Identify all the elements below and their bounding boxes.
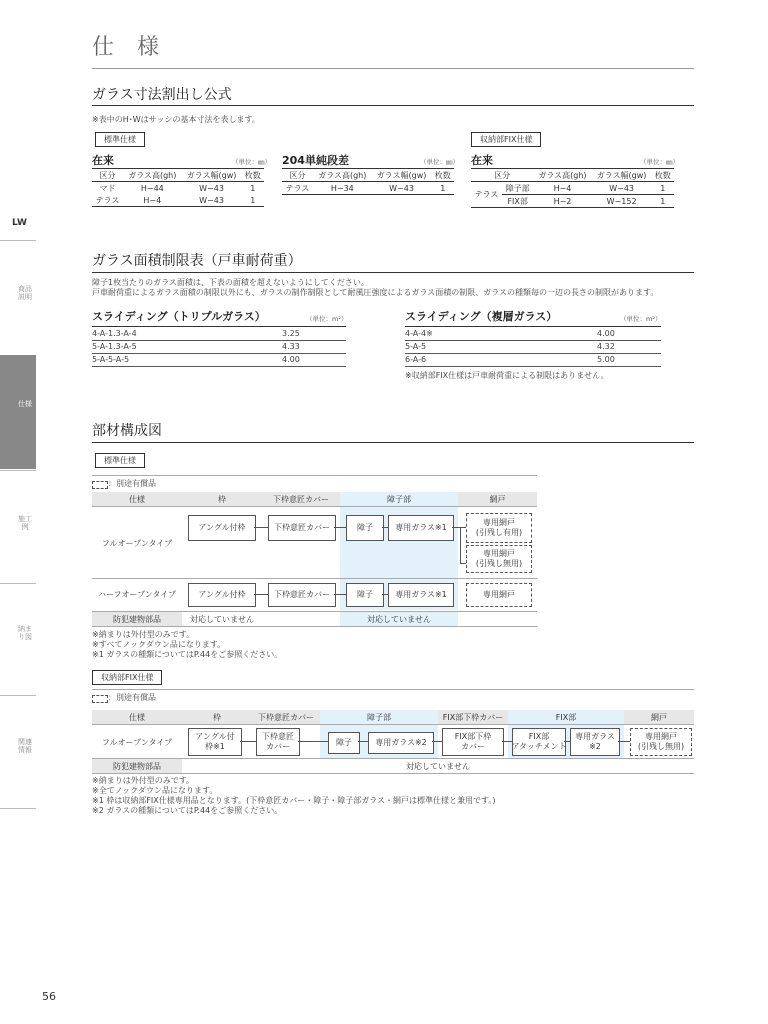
shoji-box: 障子 [346,583,384,607]
connector [358,741,368,742]
col-header: ガラス高(gh) [313,169,371,182]
col-header: 枚数 [432,169,454,182]
section-rule [92,442,694,443]
fix-attachment-box: FIX部 アタッチメント [512,728,566,756]
table-row: 6-A-6 5.00 [405,354,661,367]
fix-frame-box: アングル付 枠※1 [188,728,242,756]
section-components-title: 部材構成図 [92,423,162,439]
table-row: 4-A-4※ 4.00 [405,328,661,341]
row-rule [92,506,537,507]
cell: 1 [652,182,674,195]
side-divider [0,240,36,241]
side-divider [0,695,36,696]
side-nav-item-examples[interactable]: 施工例 [18,515,32,531]
cell: 1 [242,194,264,207]
row-full-open: フルオープンタイプ [101,539,173,548]
std-note-1: ※納まりは外付型のみです。 [92,630,195,639]
table-rule [405,326,661,327]
side-divider [0,583,36,584]
optional-legend-swatch [92,481,108,489]
sill-cover-box: 下枠意匠カバー [268,515,336,541]
std-note-3: ※1 ガラスの種類についてはP.44をご参照ください。 [92,650,283,659]
col-header: 区分 [282,169,313,182]
cell: FIX部 [502,195,533,208]
formula-table-conventional [92,168,264,207]
cell: W−43 [372,182,432,195]
cell: W−43 [592,182,652,195]
fix-glass-box: 専用ガラス ※2 [570,728,620,756]
col-header: ガラス高(gh) [123,169,181,182]
side-divider [0,470,36,471]
table3-title: 在来 [471,154,493,167]
cell: 1 [652,195,674,208]
crime-status: 対応していません [406,762,470,771]
page-title: 仕 様 [92,35,167,60]
angle-frame-box: アングル付枠 [188,583,256,607]
table-row: 5-A-5 4.32 [405,341,661,354]
connector [254,527,268,528]
angle-frame-box: アングル付枠 [188,515,256,541]
cell: H−4 [533,182,591,195]
connector [618,741,630,742]
formula-table-step [282,168,454,195]
header-screen: 網戸 [489,495,506,504]
glass-box: 専用ガラス※1 [388,583,454,607]
section-glass-formula-title: ガラス寸法割出し公式 [92,87,232,103]
cell: マド [99,183,116,193]
side-nav-item-related[interactable]: 関連情報 [18,738,32,754]
screen-box-no-remain: 専用網戸 (引残し無用) [630,728,692,756]
connector [240,741,256,742]
col-header: 区分 [471,169,533,182]
crime-prevention-label: 防犯建物部品 [113,615,161,624]
cell: H−2 [533,195,591,208]
cell: テラス [282,182,313,195]
row-rule [92,626,537,627]
double-glass-title: スライディング（複層ガラス） [405,310,558,323]
cell: W−43 [182,194,242,207]
cell: W−152 [592,195,652,208]
glass-box: 専用ガラス※1 [388,515,454,541]
std-spec-label: 標準仕様 [95,453,145,468]
double-glass-unit: （単位：m²） [620,315,662,323]
table-row: 5-A-1.3-A-5 4.33 [92,341,346,354]
cell: テラス [92,194,123,207]
row-full-open: フルオープンタイプ [101,738,173,747]
col-header: ガラス幅(gw) [592,169,652,182]
table3-unit: （単位：㎜） [640,158,679,166]
double-glass-note: ※収納部FIX仕様は戸車耐荷重による制限はありません。 [405,371,609,380]
crime-status-shoji: 対応していません [367,615,431,624]
side-nav-item-description[interactable]: 商品説明 [18,285,32,301]
header-spec: 仕様 [129,713,145,722]
fix-note-2: ※全てノックダウン品になります。 [92,786,218,795]
col-header: 枚数 [652,169,674,182]
row-rule [92,578,537,579]
glass-box: 専用ガラス※2 [368,732,434,754]
connector [298,741,328,742]
formula-note: ※表中のH･Wはサッシの基本寸法を表します。 [92,115,260,124]
fix-note-1: ※納まりは外付型のみです。 [92,776,195,785]
col-header: 区分 [92,169,123,182]
optional-legend-text: ：別途有償品 [108,479,156,488]
formula-table-fix [471,168,674,208]
header-fix-cover: FIX部下枠カバー [442,713,504,722]
row-rule [92,773,694,774]
row-half-open: ハーフオープンタイプ [97,590,177,599]
side-tab-lw[interactable]: LW [12,218,27,228]
connector [334,527,346,528]
cell: H−34 [313,182,371,195]
sill-cover-box: 下枠意匠カバー [268,583,336,607]
fix-sill-cover-box: 下枠意匠 カバー [256,728,300,756]
title-rule [92,68,694,69]
side-nav-item-drawings[interactable]: 納まり図 [18,625,32,641]
cell: 1 [432,182,454,195]
screen-box-no-remain: 専用網戸 (引残し無用) [466,545,532,573]
legend-rule [92,689,694,690]
col-header: ガラス高(gh) [533,169,591,182]
screen-box: 専用網戸 [466,583,532,607]
header-shoji: 障子部 [367,713,391,722]
cell: 1 [250,183,256,193]
row-rule [92,758,694,759]
col-header: ガラス幅(gw) [372,169,432,182]
area-note-1: 障子1枚当たりのガラス面積は、下表の面積を超えないようにしてください。 [92,278,369,287]
connector [460,527,461,563]
area-note-2: 戸車耐荷重によるガラス面積の制限以外にも、ガラスの制作制限として耐風圧強度によるガラス面積の制限、ガラスの種類毎の一辺の長さの制限があります。 [92,288,659,297]
section-rule [92,272,694,273]
header-fix: FIX部 [555,713,577,722]
cell: テラス [471,182,502,208]
header-cover: 下枠意匠カバー [273,495,329,504]
section-rule [92,105,694,106]
row-rule [92,611,537,612]
header-frame: 枠 [213,713,221,722]
header-spec: 仕様 [129,495,145,504]
crime-status-frame: 対応していません [190,615,254,624]
table1-unit: （単位：㎜） [232,158,271,166]
col-header: 枚数 [242,169,264,182]
table2-title: 204単純段差 [282,154,349,167]
triple-glass-unit: （単位：m²） [306,315,348,323]
shoji-box: 障子 [346,515,384,541]
table2-unit: （単位：㎜） [420,158,459,166]
fix-note-4: ※2 ガラスの種類についてはP.44をご参照ください。 [92,806,283,815]
header-cover: 下枠意匠カバー [258,713,314,722]
page-number: 56 [42,990,56,1003]
header-screen: 網戸 [651,713,667,722]
row-rule [92,724,694,725]
header-shoji: 障子部 [387,495,411,504]
shoji-box: 障子 [328,732,360,754]
header-frame: 枠 [218,495,226,504]
cell: W−43 [199,183,224,193]
connector [452,527,466,528]
cell: 障子部 [502,182,533,195]
cell: H−44 [140,183,164,193]
table-row: 4-A-1.3-A-4 3.25 [92,328,346,341]
optional-legend-text: ：別途有償品 [108,693,156,702]
crime-prevention-label: 防犯建物部品 [113,762,161,771]
fix-sill-frame-cover-box: FIX部下枠 カバー [442,728,504,756]
fix-spec-label: 収納部FIX仕様 [471,132,541,147]
table-row: 5-A-5-A-5 4.00 [92,354,346,367]
side-nav-active-bg [0,355,36,469]
legend-rule [92,475,537,476]
section-glass-area-title: ガラス面積制限表（戸車耐荷重） [92,253,302,269]
side-nav-item-spec[interactable]: 仕様 [18,400,32,408]
col-header: ガラス幅(gw) [182,169,242,182]
triple-glass-title: スライディング（トリプルガラス） [92,310,266,323]
fix-spec-label: 収納部FIX仕様 [92,670,162,685]
screen-box-with-remain: 専用網戸 (引残し有用) [466,513,532,543]
cell: H−4 [123,194,181,207]
connector [432,741,442,742]
table1-title: 在来 [92,154,114,167]
side-divider [0,808,36,809]
table-rule [92,326,346,327]
connector [254,594,268,595]
optional-legend-swatch [92,695,108,703]
std-note-2: ※すべてノックダウン品になります。 [92,640,226,649]
standard-spec-label: 標準仕様 [95,132,145,147]
fix-note-3: ※1 枠は収納部FIX仕様専用品となります。(下枠意匠カバー・障子・障子部ガラス・網戸は標準仕様と兼用です。) [92,796,496,805]
connector [334,594,346,595]
